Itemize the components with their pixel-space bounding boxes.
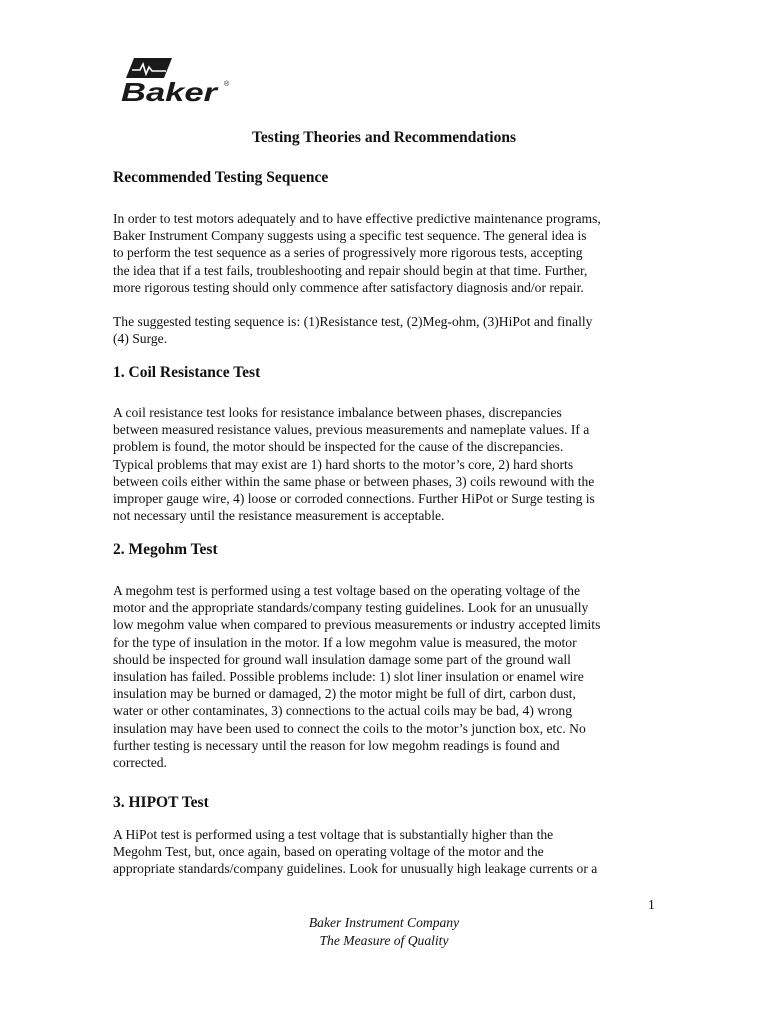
text-line: further testing is necessary until the reason for low megohm readings is found and [113,737,560,753]
logo-wordmark: Baker [121,77,220,106]
page-title: Testing Theories and Recommendations [252,129,516,146]
text-line: between measured resistance values, previous measurements and nameplate values. If a [113,422,590,438]
text-line: more rigorous testing should only commence after satisfactory diagnosis and/or repair. [113,279,584,295]
text-line: between coils either within the same phase or between phases, 3) coils rewound with the [113,473,595,489]
text-line: corrected. [113,755,167,771]
megohm-paragraph [113,582,653,771]
footer-company: Baker Instrument Company [308,915,460,930]
text-line: the idea that if a test fails, troubleshooting and repair should begin at that time. Further, [113,262,588,278]
text-line: improper gauge wire, 4) loose or corroded connections. Further HiPot or Surge testing is [113,491,595,507]
page-footer [0,914,768,949]
text-line: Megohm Test, but, once again, based on operating voltage of the motor and the [113,844,544,860]
text-line: should be inspected for ground wall insulation damage some part of the ground wall [113,651,571,667]
text-line: to perform the test sequence as a series of progressively more rigorous tests, accepting [113,245,583,261]
text-line: water or other contaminates, 3) connections to the actual coils may be bad, 4) wrong [113,703,573,719]
text-line: problem is found, the motor should be inspected for the cause of the discrepancies. [113,439,564,455]
hipot-paragraph [113,826,653,878]
text-line: appropriate standards/company guidelines. Look for unusually high leakage currents or a [113,861,598,877]
text-line: insulation has failed. Possible problems include: 1) slot liner insulation or enamel wire [113,669,584,685]
text-line: insulation may be burned or damaged, 2) the motor might be full of dirt, carbon dust, [113,686,576,702]
heading-megohm: 2. Megohm Test [113,541,218,558]
baker-logo [120,56,232,106]
text-line: low megohm value when compared to previous measurements or industry accepted limits [113,617,601,633]
text-line: The suggested testing sequence is: (1)Resistance test, (2)Meg-ohm, (3)HiPot and finally [113,314,593,329]
text-line: insulation may have been used to connect the coils to the motor’s junction box, etc. No [113,720,586,736]
intro-paragraph [113,210,653,296]
text-line: Typical problems that may exist are 1) hard shorts to the motor’s core, 2) hard shorts [113,456,574,472]
text-line: not necessary until the resistance measurement is acceptable. [113,508,445,524]
text-line: A HiPot test is performed using a test voltage that is substantially higher than the [113,827,554,842]
text-line: motor and the appropriate standards/company testing guidelines. Look for an unusually [113,600,589,616]
text-line: In order to test motors adequately and to have effective predictive maintenance programs, [113,211,601,226]
text-line: (4) Surge. [113,331,168,347]
page-number: 1 [648,897,655,912]
coil-resistance-paragraph [113,404,653,524]
footer-tagline: The Measure of Quality [319,932,449,948]
text-line: A coil resistance test looks for resistance imbalance between phases, discrepancies [113,405,562,420]
text-line: A megohm test is performed using a test voltage based on the operating voltage of the [113,583,580,598]
heading-coil-resistance: 1. Coil Resistance Test [113,364,261,381]
heading-hipot: 3. HIPOT Test [113,794,209,811]
text-line: for the type of insulation in the motor. If a low megohm value is measured, the motor [113,634,577,650]
registered-mark: ® [224,81,230,88]
text-line: Baker Instrument Company suggests using a specific test sequence. The general idea is [113,228,587,244]
sequence-paragraph [113,313,653,347]
heading-recommended-sequence: Recommended Testing Sequence [113,169,329,186]
